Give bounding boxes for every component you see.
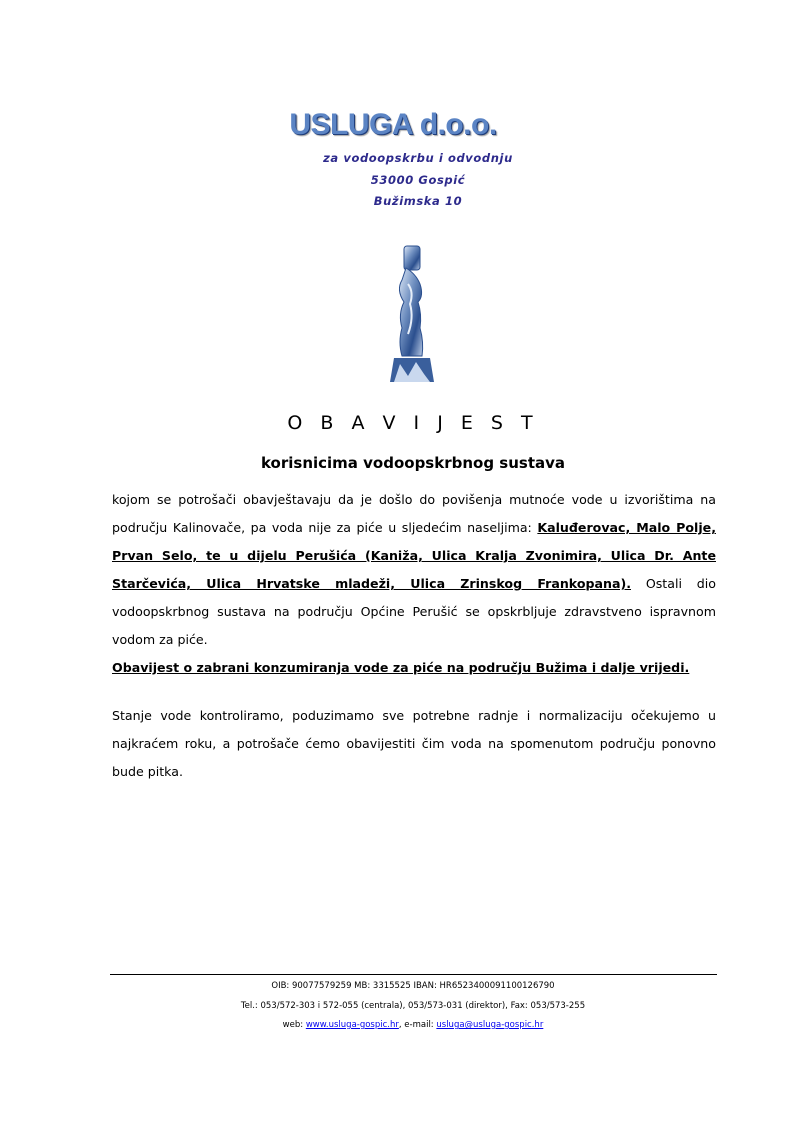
statue-logo-icon bbox=[386, 244, 438, 382]
document-title: O B A V I J E S T bbox=[287, 412, 539, 434]
footer-email-label: , e-mail: bbox=[398, 1020, 437, 1030]
company-tagline: za vodoopskrbu i odvodnju bbox=[323, 151, 513, 165]
footer-divider bbox=[110, 974, 717, 975]
buzim-ban-text: Obavijest o zabrani konzumiranja vode za piće na području Bužima i dalje vrijedi. bbox=[112, 660, 690, 675]
notice-paragraph bbox=[112, 486, 716, 654]
status-paragraph: Stanje vode kontroliramo, poduzimamo sve potrebne radnje i normalizaciju očekujemo u najkraćem roku, a potrošače ćemo obavijestiti čim voda na spomenutom području ponovno bude pitka. bbox=[112, 708, 716, 779]
footer-contact-line bbox=[0, 1020, 786, 1030]
footer-company-ids: OIB: 90077579259 MB: 3315525 IBAN: HR6523400091100126790 bbox=[271, 981, 555, 991]
buzim-ban-notice bbox=[112, 654, 716, 682]
company-street: Bužimska 10 bbox=[373, 194, 463, 208]
document-subtitle: korisnicima vodoopskrbnog sustava bbox=[260, 454, 566, 472]
notice-rest: Ostali dio vodoopskrbnog sustava na području Općine Perušić se opskrbljuje zdravstveno ispravnom vodom za piće. bbox=[112, 576, 716, 647]
website-link[interactable]: www.usluga-gospic.hr bbox=[305, 1020, 399, 1030]
notice-intro: kojom se potrošači obavještavaju da je došlo do povišenja mutnoće vode u izvorištima na području Kalinovače, pa voda nije za piće u sljedećim naseljima: bbox=[112, 492, 716, 535]
affected-places: Kaluđerovac, Malo Polje, Prvan Selo, te u dijelu Perušića (Kaniža, Ulica Kralja Zvonimira, Ulica Dr. Ante Starčevića, Ulica Hrvatske mladeži, Ulica Zrinskog Frankopana). bbox=[112, 520, 716, 591]
footer-web-label: web: bbox=[282, 1020, 306, 1030]
email-link[interactable]: usluga@usluga-gospic.hr bbox=[436, 1020, 544, 1030]
company-logo-text: USLUGA d.o.o. bbox=[289, 108, 497, 141]
footer-phone-numbers: Tel.: 053/572-303 i 572-055 (centrala), 053/573-031 (direktor), Fax: 053/573-255 bbox=[240, 1001, 586, 1011]
company-city: 53000 Gospić bbox=[370, 173, 466, 187]
